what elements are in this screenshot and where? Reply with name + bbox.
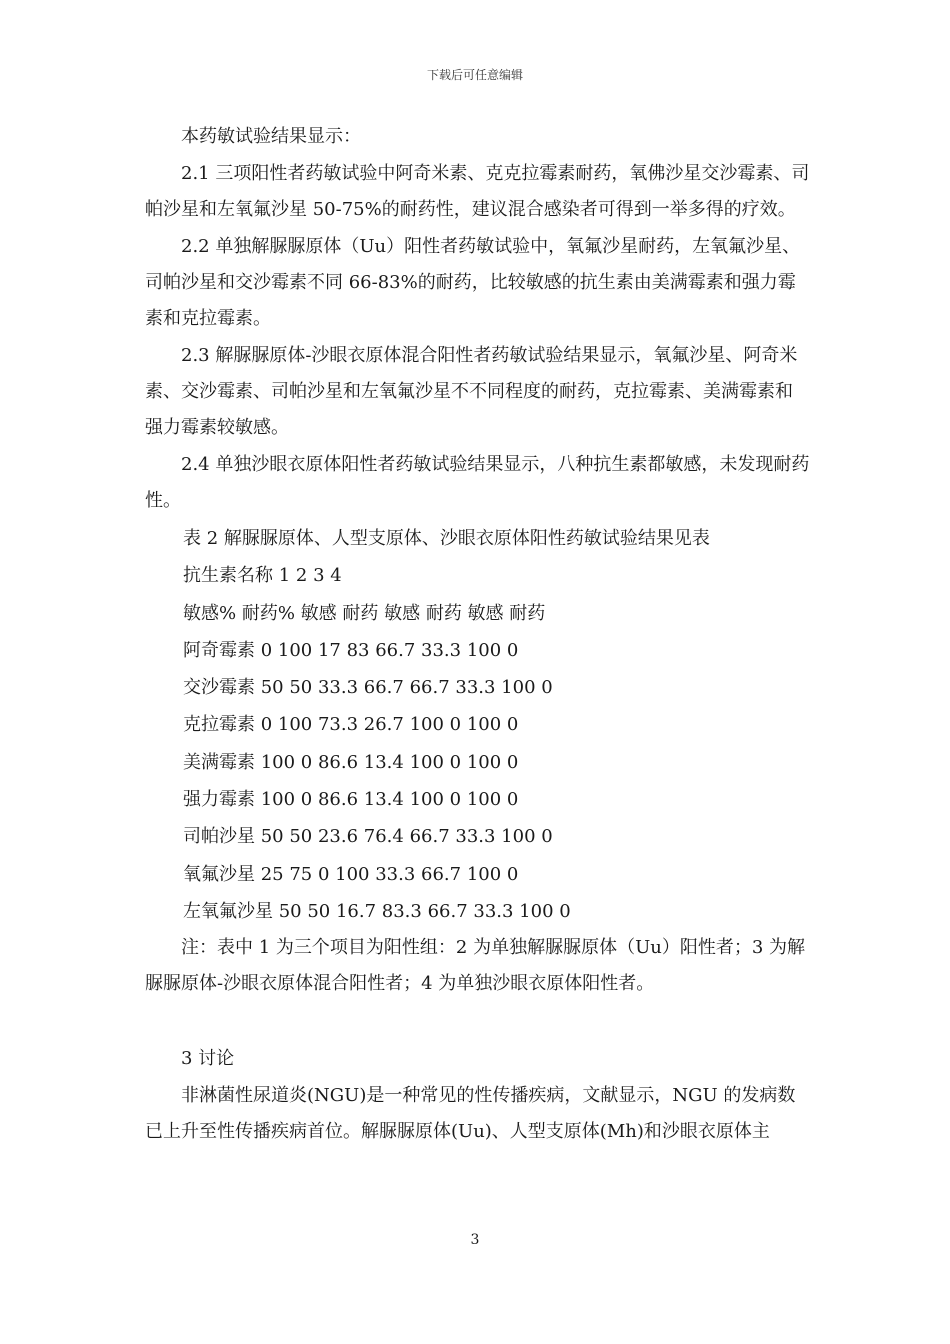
table-note: 注：表中 1 为三个项目为阳性组：2 为单独解脲脲原体（Uu）阳性者；3 为解脲脲原体-沙眼衣原体混合阳性者；4 为单独沙眼衣原体阳性者。 xyxy=(145,937,806,995)
table-row: 克拉霉素 0 100 73.3 26.7 100 0 100 0 xyxy=(183,714,519,736)
paragraph-2-2: 2.2 单独解脲脲原体（Uu）阳性者药敏试验中，氧氟沙星耐药，左氧氟沙星、司帕沙星和交沙霉素不同 66-83%的耐药，比较敏感的抗生素由美满霉素和强力霉素和克拉霉素。 xyxy=(145,236,801,329)
table-caption: 表 2 解脲脲原体、人型支原体、沙眼衣原体阳性药敏试验结果见表 xyxy=(183,528,710,549)
table-row: 交沙霉素 50 50 33.3 66.7 66.7 33.3 100 0 xyxy=(183,677,553,699)
table-row: 强力霉素 100 0 86.6 13.4 100 0 100 0 xyxy=(183,789,519,811)
page-number: 3 xyxy=(470,1232,480,1248)
discussion-paragraph: 非淋菌性尿道炎(NGU)是一种常见的性传播疾病，文献显示，NGU 的发病数已上升至性传播疾病首位。解脲脲原体(Uu)、人型支原体(Mh)和沙眼衣原体主 xyxy=(145,1085,796,1143)
intro-line: 本药敏试验结果显示： xyxy=(181,126,361,147)
document-body xyxy=(145,119,810,1151)
discussion-heading: 3 讨论 xyxy=(181,1048,235,1070)
table-row: 左氧氟沙星 50 50 16.7 83.3 66.7 33.3 100 0 xyxy=(183,900,571,922)
paragraph-2-3: 2.3 解脲脲原体-沙眼衣原体混合阳性者药敏试验结果显示，氧氟沙星、阿奇米素、交沙霉素、司帕沙星和左氧氟沙星不不同程度的耐药，克拉霉素、美满霉素和强力霉素较敏感。 xyxy=(145,345,798,438)
results-table xyxy=(145,520,810,930)
paragraph-2-1: 2.1 三项阳性者药敏试验中阿奇米素、克克拉霉素耐药，氧佛沙星交沙霉素、司帕沙星和左氧氟沙星 50-75%的耐药性，建议混合感染者可得到一举多得的疗效。 xyxy=(145,163,810,220)
table-row: 氧氟沙星 25 75 0 100 33.3 66.7 100 0 xyxy=(183,863,519,885)
table-row: 美满霉素 100 0 86.6 13.4 100 0 100 0 xyxy=(183,751,519,773)
table-row: 阿奇霉素 0 100 17 83 66.7 33.3 100 0 xyxy=(183,639,519,661)
section-gap xyxy=(145,1003,810,1041)
table-row: 司帕沙星 50 50 23.6 76.4 66.7 33.3 100 0 xyxy=(183,826,553,848)
table-sub-header: 敏感% 耐药% 敏感 耐药 敏感 耐药 敏感 耐药 xyxy=(183,602,546,624)
header-note: 下载后可任意编辑 xyxy=(426,68,523,82)
table-group-header: 抗生素名称 1 2 3 4 xyxy=(183,565,342,587)
paragraph-2-4: 2.4 单独沙眼衣原体阳性者药敏试验结果显示，八种抗生素都敏感，未发现耐药性。 xyxy=(145,454,810,511)
